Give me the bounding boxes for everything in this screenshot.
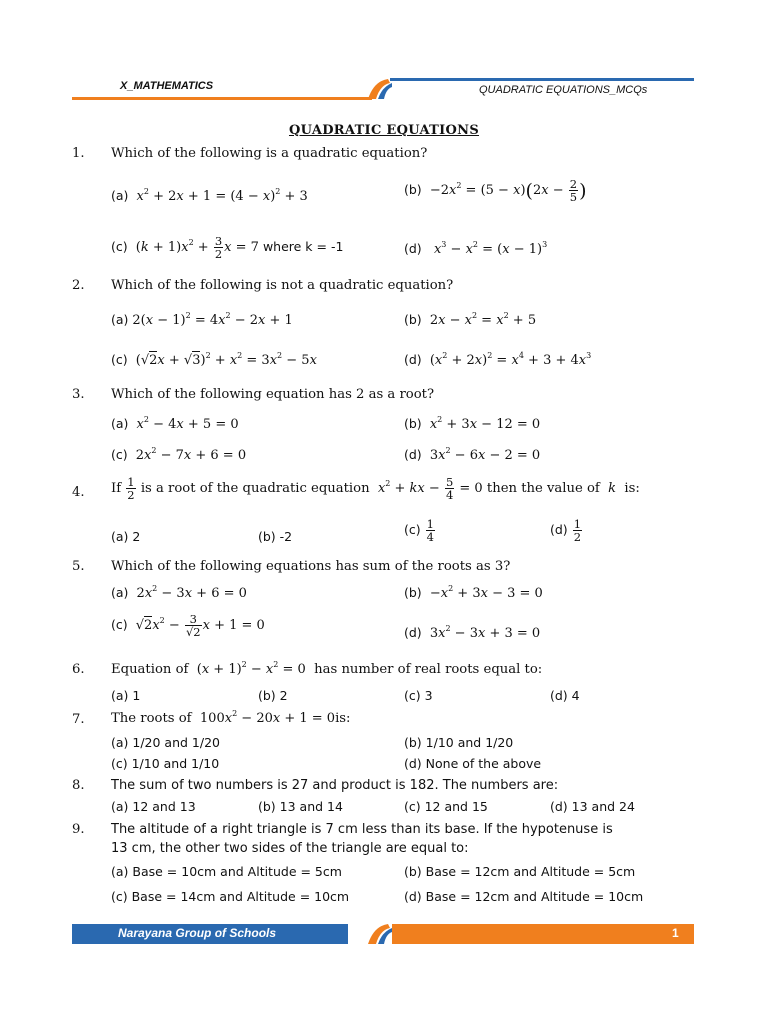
question-text: Which of the following is a quadratic equation? (111, 146, 428, 161)
header-orange-rule (72, 97, 372, 100)
page-number: 1 (672, 926, 679, 940)
question-expression: $(x + 1)^2 - x^2 = 0$ (192, 660, 310, 677)
header-topic: QUADRATIC EQUATIONS_MCQs (479, 84, 648, 96)
option-label: (b) (404, 312, 422, 327)
header-subject: X_MATHEMATICS (120, 80, 214, 92)
option-label: (a) (111, 585, 129, 600)
option-2d (404, 352, 591, 368)
question-number: 5. (72, 559, 85, 574)
question-text-line-2: 13 cm, the other two sides of the triangle are equal to: (111, 841, 469, 856)
option-6c: (c) 3 (404, 688, 433, 703)
option-6b: (b) 2 (258, 688, 288, 703)
question-text-part: Equation of (111, 662, 189, 677)
option-8d: (d) 13 and 24 (550, 799, 635, 814)
option-7c: (c) 1/10 and 1/10 (111, 756, 220, 771)
option-label: (b) (404, 182, 422, 198)
option-3a (111, 416, 239, 432)
option-3d (404, 447, 540, 463)
option-label: (b) (404, 585, 422, 600)
header-swoosh-logo (366, 77, 392, 101)
question-text-part: is a root of the quadratic equation (140, 481, 370, 497)
question-text-line-1: The altitude of a right triangle is 7 cm less than its base. If the hypotenuse is (111, 822, 613, 837)
question-number: 6. (72, 662, 85, 677)
question-text-part: is: (335, 711, 351, 726)
question-text-part: The roots of (111, 711, 192, 726)
option-8a: (a) 12 and 13 (111, 799, 196, 814)
option-9d: (d) Base = 12cm and Altitude = 10cm (404, 889, 644, 904)
option-5a (111, 585, 247, 601)
option-5c (111, 613, 265, 638)
question-number: 7. (72, 712, 85, 727)
option-5b (404, 585, 543, 601)
option-9c: (c) Base = 14cm and Altitude = 10cm (111, 889, 350, 904)
option-2a (111, 312, 293, 328)
option-condition: where k = -1 (262, 239, 344, 255)
option-expression: $x^2 - 4x + 5 = 0$ (136, 415, 239, 432)
option-expression: $2x^2 - 7x + 6 = 0$ (131, 446, 247, 463)
option-7a: (a) 1/20 and 1/20 (111, 735, 220, 750)
option-label: (b) (404, 416, 422, 431)
option-3c (111, 447, 246, 463)
option-expression: $(x^2 + 2x)^2 = x^4 + 3 + 4x^3$ (425, 351, 592, 368)
option-expression: $x^2 + 3x - 12 = 0$ (429, 415, 541, 432)
option-expression: $2(x - 1)^2 = 4x^2 - 2x + 1$ (132, 311, 293, 328)
option-2c (111, 352, 317, 368)
question-text-part: is: (624, 481, 640, 497)
option-9a: (a) Base = 10cm and Altitude = 5cm (111, 864, 342, 879)
option-expression: $-2x^2 = (5 - x)(2x$ − $\frac{2}{5}$ ) (425, 177, 587, 205)
option-expression: $√2x^2$ − $\frac{3}{√2}$ x + 1 = 0 (131, 612, 265, 640)
question-number: 4. (72, 485, 85, 500)
option-label: (c) (111, 352, 128, 367)
footer-orange-bar (392, 924, 694, 944)
option-expression: $3x^2 - 3x + 3 = 0$ (425, 624, 541, 641)
option-8b: (b) 13 and 14 (258, 799, 343, 814)
footer-swoosh-logo (348, 922, 392, 946)
option-label: (d) (404, 352, 422, 367)
option-label: (a) (111, 312, 129, 327)
option-expression: $(√2x + √3)^2 + x^2 = 3x^2 - 5x$ (131, 351, 317, 368)
option-6d: (d) 4 (550, 688, 580, 703)
option-label: (c) (111, 447, 128, 462)
option-expression: $x^2 + 2x + 1 = (4 - x)^2 + 3$ (136, 187, 308, 204)
option-4c (404, 518, 436, 543)
option-7b: (b) 1/10 and 1/20 (404, 735, 514, 750)
option-8c: (c) 12 and 15 (404, 799, 488, 814)
option-4b: (b) -2 (258, 529, 293, 544)
option-4a: (a) 2 (111, 529, 141, 544)
option-expression: $(k + 1)x^2$ + $\frac{3}{2}$ x = 7 (131, 234, 259, 262)
question-text-part: then the value of (486, 481, 600, 497)
question-number: 9. (72, 822, 85, 837)
header-blue-rule (390, 78, 694, 81)
option-label: (d) (404, 447, 422, 462)
option-label: (c) (111, 617, 128, 633)
option-6a: (a) 1 (111, 688, 141, 703)
option-9b: (b) Base = 12cm and Altitude = 5cm (404, 864, 636, 879)
question-text-part: If (111, 481, 122, 497)
option-expression: $x^3 - x^2 = (x - 1)^3$ (433, 240, 548, 257)
option-expression: $2x - x^2 = x^2 + 5$ (425, 311, 537, 328)
question-number: 8. (72, 778, 85, 793)
question-text (111, 662, 542, 677)
option-expression: $\frac{1}{2}$ (573, 517, 582, 545)
option-1d (404, 241, 547, 257)
question-expression: $x^2$ + kx − $\frac{5}{4}$ = 0 (377, 475, 483, 503)
option-1a (111, 188, 308, 204)
question-text: Which of the following equation has 2 as a root? (111, 387, 435, 402)
question-expression: $100x^2 - 20x + 1 = 0$ (195, 709, 336, 726)
question-variable: k (604, 481, 621, 497)
option-1c (111, 235, 343, 260)
question-text: The sum of two numbers is 27 and product is 182. The numbers are: (111, 778, 559, 793)
option-1b (404, 178, 586, 203)
question-number: 3. (72, 387, 85, 402)
option-2b (404, 312, 536, 328)
question-text: Which of the following equations has sum of the roots as 3? (111, 559, 511, 574)
question-number: 1. (72, 146, 85, 161)
footer-school-name: Narayana Group of Schools (118, 926, 277, 940)
question-text (111, 476, 640, 501)
option-4d (550, 518, 583, 543)
option-label: (a) (111, 188, 129, 203)
option-expression: $-x^2 + 3x - 3 = 0$ (425, 584, 543, 601)
option-label: (c) (111, 239, 128, 255)
fraction-one-half: $\frac{1}{2}$ (127, 475, 135, 503)
option-label: (d) (550, 522, 568, 538)
option-label: (d) (404, 241, 422, 256)
option-label: (c) (404, 522, 421, 538)
page-title: QUADRATIC EQUATIONS (288, 123, 480, 138)
question-text: Which of the following is not a quadratic equation? (111, 278, 454, 293)
question-text-part: has number of real roots equal to: (314, 662, 543, 677)
option-5d (404, 625, 540, 641)
option-label: (d) (404, 625, 422, 640)
option-expression: $3x^2 - 6x - 2 = 0$ (425, 446, 541, 463)
question-text (111, 711, 351, 726)
option-3b (404, 416, 540, 432)
option-label: (a) (111, 416, 129, 431)
option-expression: $\frac{1}{4}$ (426, 517, 434, 545)
option-7d: (d) None of the above (404, 756, 542, 771)
option-expression: $2x^2 - 3x + 6 = 0$ (132, 584, 247, 601)
question-number: 2. (72, 278, 85, 293)
